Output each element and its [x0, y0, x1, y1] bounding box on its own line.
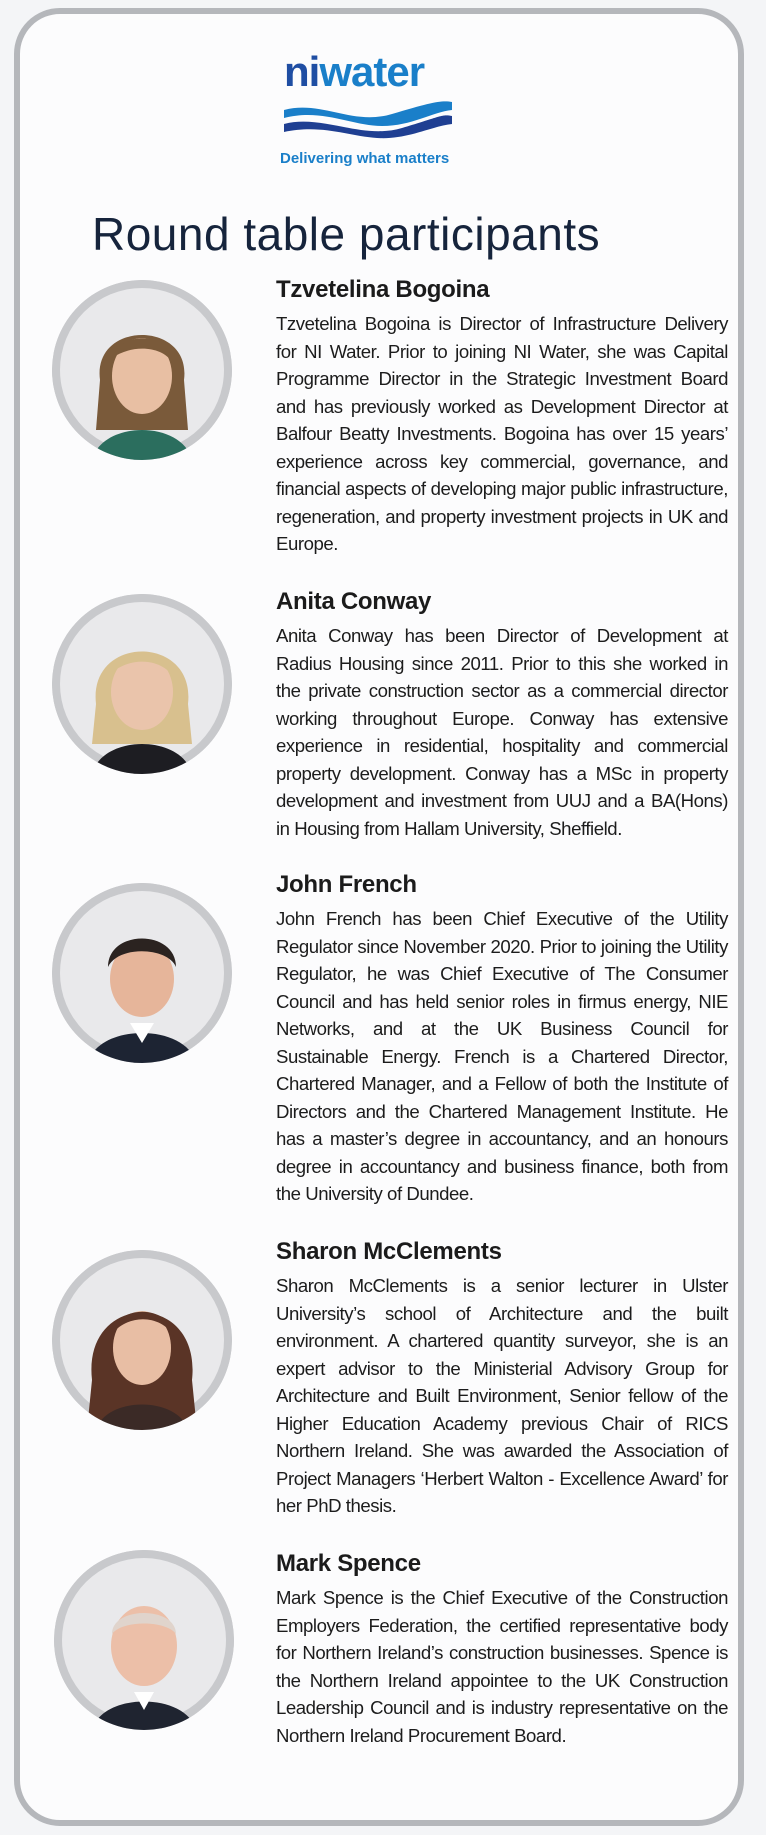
participant-bio: Sharon McClements is a senior lecturer in Ulster University’s school of Architecture and the built environment. A chartered quantity surveyor, she is an expert advisor to the Ministerial Advisory Group for Architecture and Built Environment, Senior fellow of the Higher Education Academy previous Chair of RICS Northern Ireland. She was awarded the Association of Project Managers ‘Herbert Walton - Excellence Award’ for her PhD thesis.: [276, 1275, 728, 1516]
participant-photo: [52, 883, 232, 1063]
participant-name: Sharon McClements: [276, 1238, 502, 1265]
participant-bio: John French has been Chief Executive of the Utility Regulator since November 2020. Prior to joining the Utility Regulator, he was Chief Executive of The Consumer Council and has held senior roles in firmus energy, NIE Networks, and at the UK Business Council for Sustainable Energy. French is a Chartered Director, Chartered Manager, and a Fellow of both the Institute of Directors and the Chartered Management Institute. He has a master’s degree in accountancy, and an honours degree in accountancy and business finance, both from the University of Dundee.: [276, 908, 728, 1204]
participant-photo: [54, 1550, 234, 1730]
participant-bio: Anita Conway has been Director of Development at Radius Housing since 2011. Prior to this she worked in the private construction sector as a commercial director working throughout Europe. Conway has extensive experience in residential, hospitality and commercial property development. Conway has a MSc in property development and investment from UUJ and a BA(Hons) in Housing from Hallam University, Sheffield.: [276, 625, 728, 839]
participant-photo: [52, 280, 232, 460]
participant-name: Tzvetelina Bogoina: [276, 276, 490, 303]
logo-tagline: Delivering what matters: [280, 150, 450, 167]
participant-photo: [52, 594, 232, 774]
participant-name: Mark Spence: [276, 1550, 421, 1577]
niwater-logo: [282, 48, 462, 168]
wave-icon: [282, 96, 454, 142]
participant-name: Anita Conway: [276, 588, 432, 615]
page-title: Round table participants: [92, 207, 601, 260]
participant-name: John French: [276, 871, 417, 898]
participant-bio: Mark Spence is the Chief Executive of the Construction Employers Federation, the certified representative body for Northern Ireland’s construction businesses. Spence is the Northern Ireland appointee to the UK Construction Leadership Council and is industry representative on the Northern Ireland Procurement Board.: [276, 1587, 728, 1746]
participant-photo: [52, 1250, 232, 1430]
logo-wordmark: niwater: [284, 48, 425, 95]
participant-bio: Tzvetelina Bogoina is Director of Infrastructure Delivery for NI Water. Prior to joining NI Water, she was Capital Programme Director in the Strategic Investment Board and has previously worked as Development Director at Balfour Beatty Investments. Bogoina has over 15 years’ experience across key commercial, governance, and financial aspects of developing major public infrastructure, regeneration, and property investment projects in UK and Europe.: [276, 313, 728, 554]
